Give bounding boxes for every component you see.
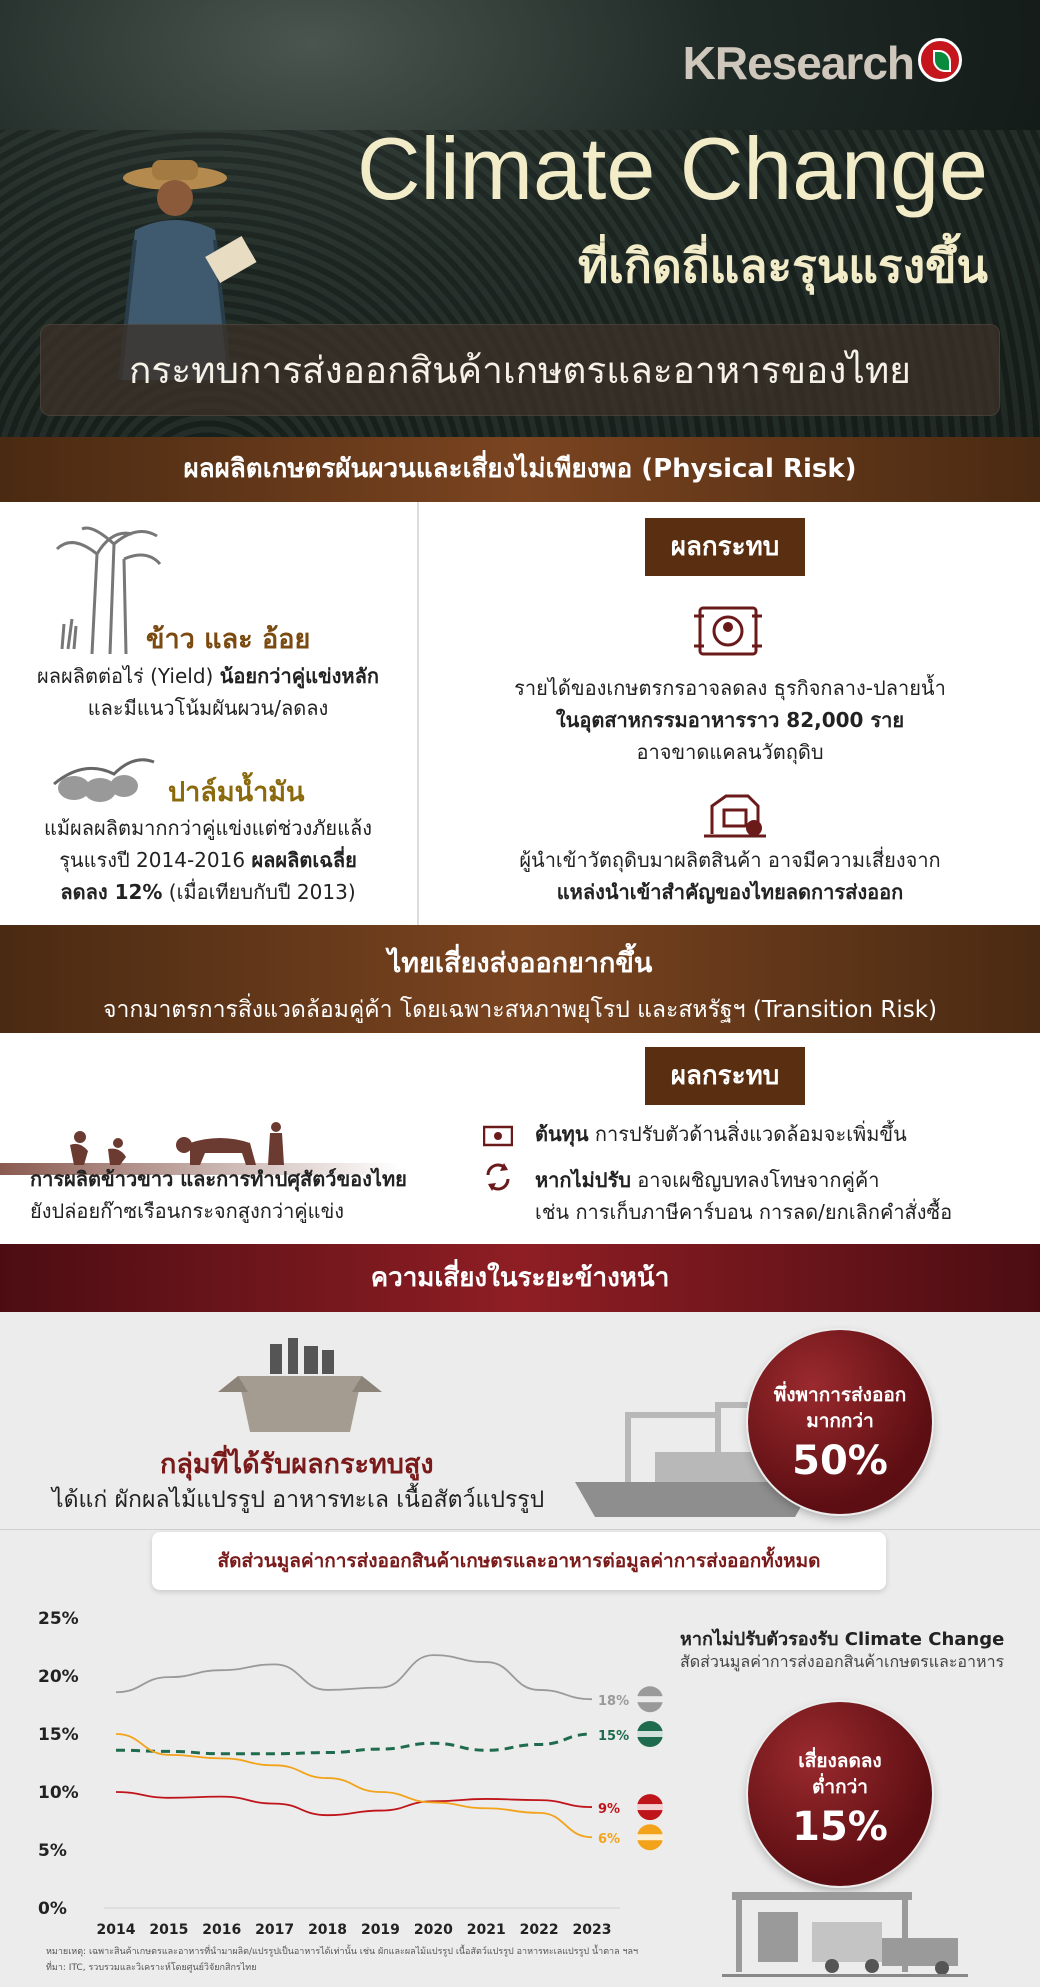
high-impact-group-text: ได้แก่ ผักผลไม้แปรรูป อาหารทะเล เนื้อสัตว์แปรรูป [52, 1487, 545, 1513]
no-adapt-impact-text [535, 1164, 879, 1196]
impact-income-text [430, 672, 1030, 768]
rice-text-bold: น้อยกว่าคู่แข่งหลัก [219, 664, 379, 688]
hero-headline-box: กระทบการส่งออกสินค้าเกษตรและอาหารของไทย [40, 324, 1000, 416]
impact1-line3: อาจขาดแคลนวัตถุดิบ [636, 740, 824, 764]
brand-logo-text: KResearch [682, 37, 914, 89]
rice-sugarcane-title: ข้าว และ อ้อย [146, 624, 311, 655]
no-adapt-subtitle: สัดส่วนมูลค่าการส่งออกสินค้าเกษตรและอาหาร [680, 1652, 1005, 1671]
palm-text-1: แม้ผลผลิตมากกว่าคู่แข่งแต่ช่วงภัยแล้ง [43, 816, 373, 840]
palm-fruit-icon [44, 754, 156, 806]
x-tick-label: 2018 [308, 1922, 348, 1938]
circle2-value: 15% [792, 1804, 888, 1850]
no-adapt-title: หากไม่ปรับตัวรองรับ Climate Change [680, 1629, 1005, 1650]
series-label-malaysia: 9% [598, 1802, 621, 1818]
series-line-thailand [116, 1734, 592, 1754]
transition-risk-section [0, 1033, 1040, 1244]
series-line-vietnam [116, 1734, 592, 1837]
series-label-vietnam: 6% [598, 1832, 621, 1848]
recycle-arrows-icon [482, 1161, 514, 1193]
x-tick-label: 2016 [202, 1922, 242, 1938]
x-tick-label: 2014 [96, 1922, 136, 1938]
rice-text-2: และมีแนวโน้มผันผวน/ลดลง [87, 696, 329, 720]
farmer-income-icon [694, 598, 762, 664]
palm-text-2-bold: ผลผลิตเฉลี่ย [251, 848, 357, 872]
x-tick-label: 2022 [519, 1922, 559, 1938]
y-tick-label: 5% [38, 1841, 67, 1861]
physical-risk-section [0, 502, 1040, 925]
cost-text: การปรับตัวด้านสิ่งแวดล้อมจะเพิ่มขึ้น [588, 1122, 907, 1146]
flag-singapore-icon [637, 1686, 663, 1712]
circle1-line1: พึ่งพาการส่งออก [773, 1384, 907, 1406]
y-tick-label: 25% [38, 1609, 79, 1629]
money-cost-icon [483, 1125, 513, 1147]
circle1-line2: มากกว่า [806, 1410, 874, 1432]
rice-text-1: ผลผลิตต่อไร่ (Yield) [37, 664, 220, 688]
export-share-line-chart [0, 1588, 670, 1940]
impact1-line2: ในอุตสาหกรรมอาหารราว 82,000 ราย [555, 708, 905, 732]
circle1-value: 50% [792, 1438, 888, 1484]
flag-thailand-icon [637, 1721, 663, 1747]
no-adapt-impact-line2: เช่น การเก็บภาษีคาร์บอน การลด/ยกเลิกคำสั่งซื้อ [535, 1200, 953, 1224]
circle2-line1: เสี่ยงลดลง [798, 1750, 882, 1772]
flag-vietnam-icon [637, 1824, 663, 1850]
hero-title: Climate Change [357, 119, 988, 218]
palm-oil-text [6, 812, 410, 908]
forward-risk-band: ความเสี่ยงในระยะข้างหน้า [0, 1244, 1040, 1312]
section-divider [0, 1529, 1040, 1530]
impact2-line1: ผู้นำเข้าวัตถุดิบมาผลิตสินค้า อาจมีความเสี่ยงจาก [519, 848, 941, 872]
cost-bold: ต้นทุน [535, 1122, 589, 1146]
transition-risk-band [0, 925, 1040, 1033]
column-divider [417, 502, 419, 925]
kasikorn-logo-icon [918, 38, 962, 82]
noadapt-bold: หากไม่ปรับ [535, 1168, 631, 1192]
hero-banner [0, 0, 1040, 437]
x-tick-label: 2015 [149, 1922, 189, 1938]
x-tick-label: 2019 [360, 1922, 400, 1938]
transition-band-title: ไทยเสี่ยงส่งออกยากขึ้น [387, 948, 653, 979]
noadapt-text: อาจเผชิญบทลงโทษจากคู่ค้า [630, 1168, 880, 1192]
high-impact-group-title: กลุ่มที่ได้รับผลกระทบสูง [160, 1449, 434, 1480]
chart-title: สัดส่วนมูลค่าการส่งออกสินค้าเกษตรและอาหารต่อมูลค่าการส่งออกทั้งหมด [152, 1532, 886, 1590]
circle2-line2: ต่ำกว่า [812, 1776, 868, 1798]
footnote-note: หมายเหตุ: เฉพาะสินค้าเกษตรและอาหารที่นำมาผลิต/แปรรูปเป็นอาหารได้เท่านั้น เช่น ผักและผลไม้แปรรูป เนื้อสัตว์แปรรูป อาหารทะเลแปรรูป น้ำตาล ฯลฯ [46, 1947, 639, 1957]
impact-label-physical: ผลกระทบ [645, 518, 805, 576]
factory-supply-icon [704, 780, 766, 842]
footnote-source: ที่มา: ITC, รวบรวมและวิเคราะห์โดยศูนย์วิจัยกสิกรไทย [46, 1963, 257, 1973]
series-line-singapore [116, 1655, 592, 1699]
impact1-line1: รายได้ของเกษตรกรอาจลดลง ธุรกิจกลาง-ปลายน้ำ [514, 676, 946, 700]
y-tick-label: 20% [38, 1667, 79, 1687]
flag-malaysia-icon [637, 1794, 663, 1820]
physical-risk-band: ผลผลิตเกษตรผันผวนและเสี่ยงไม่เพียงพอ (Physical Risk) [0, 437, 1040, 502]
palm-text-2: รุนแรงปี 2014-2016 [59, 848, 252, 872]
x-tick-label: 2017 [255, 1922, 295, 1938]
forward-risk-section [0, 1312, 1040, 1987]
y-tick-label: 0% [38, 1899, 67, 1919]
hero-subtitle: ที่เกิดถี่และรุนแรงขึ้น [577, 239, 988, 293]
x-tick-label: 2023 [572, 1922, 612, 1938]
rice-livestock-emission-bold: การผลิตข้าวขาว และการทำปศุสัตว์ของไทย [30, 1167, 407, 1191]
rice-sugarcane-text [10, 660, 406, 724]
x-tick-label: 2020 [413, 1922, 453, 1938]
x-tick-label: 2021 [466, 1922, 506, 1938]
cost-impact-text [535, 1118, 907, 1150]
y-tick-label: 15% [38, 1725, 79, 1745]
impact-label-transition: ผลกระทบ [645, 1047, 805, 1105]
palm-oil-title: ปาล์มน้ำมัน [168, 777, 305, 808]
transition-band-subtitle: จากมาตรการสิ่งแวดล้อมคู่ค้า โดยเฉพาะสหภาพยุโรป และสหรัฐฯ (Transition Risk) [102, 997, 938, 1023]
risk-decline-circle [748, 1702, 932, 1886]
impact2-line2: แหล่งนำเข้าสำคัญของไทยลดการส่งออก [556, 880, 904, 904]
warehouse-truck-icon [722, 1882, 968, 1982]
food-box-icon [218, 1336, 382, 1436]
y-tick-label: 10% [38, 1783, 79, 1803]
palm-text-3-bold: ลดลง 12% [60, 880, 163, 904]
rice-livestock-emission-text: ยังปล่อยก๊าซเรือนกระจกสูงกว่าคู่แข่ง [30, 1199, 345, 1223]
export-dependency-circle [748, 1330, 932, 1514]
palm-text-3: (เมื่อเทียบกับปี 2013) [162, 880, 356, 904]
series-label-thailand: 15% [598, 1729, 630, 1744]
series-label-singapore: 18% [598, 1694, 630, 1710]
impact-import-text [430, 844, 1030, 908]
